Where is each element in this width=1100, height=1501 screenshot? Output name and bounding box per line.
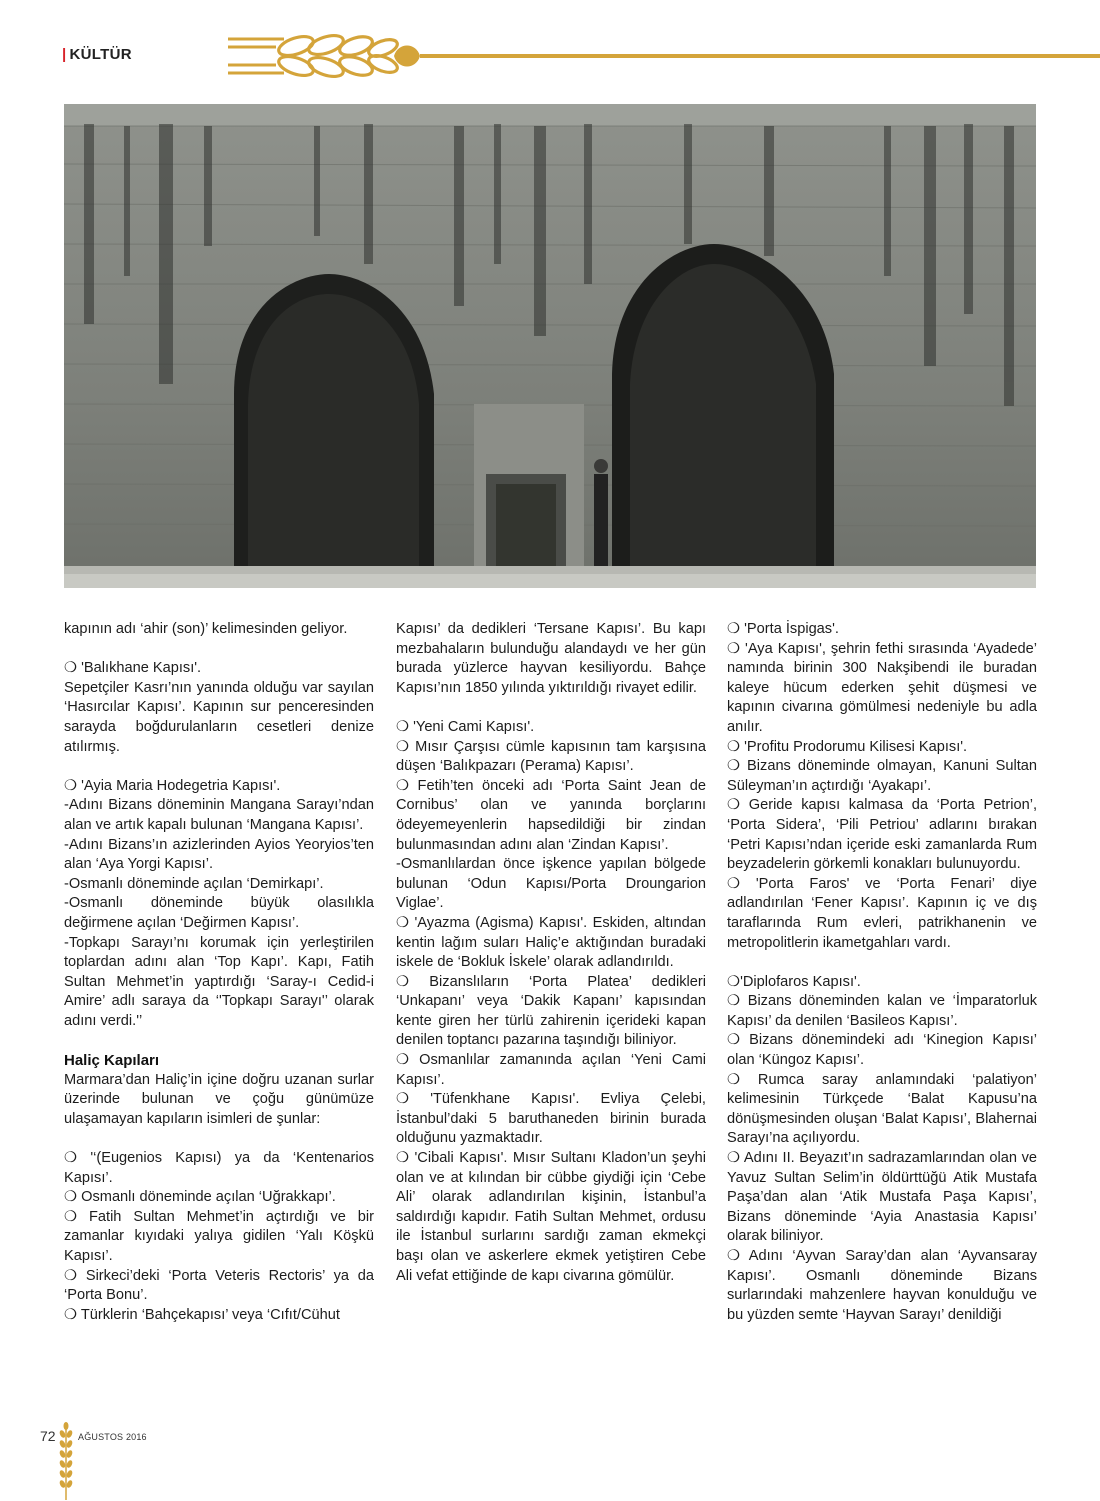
- paragraph: ❍ Fatih Sultan Mehmet’in açtırdığı ve bir zamanlar kıyıdaki yalıya gidilen ‘Yalı Köşkü Kapısı’.: [64, 1208, 374, 1264]
- section-tag-bar: |: [62, 46, 67, 63]
- paragraph: ❍ 'Ayia Maria Hodegetria Kapısı'.: [64, 777, 281, 794]
- paragraph: ❍ Mısır Çarşısı cümle kapısının tam karşısına düşen ‘Balıkpazarı (Perama) Kapısı’.: [396, 738, 706, 775]
- paragraph: ❍ Bizans dönemindeki adı ‘Kinegion Kapısı’ olan ‘Küngoz Kapısı’.: [727, 1032, 1037, 1069]
- paragraph: ❍ 'Porta İspigas'.: [727, 621, 839, 637]
- paragraph: ❍ Sirkeci’deki ‘Porta Veteris Rectoris’ ya da ‘Porta Bonu’.: [64, 1267, 374, 1304]
- paragraph: -Osmanlı döneminde büyük olasılıkla değirmene açılan ‘Değirmen Kapısı’.: [64, 895, 374, 931]
- paragraph: ❍ 'Cibali Kapısı'. Mısır Sultanı Kladon’un şeyhi olan ve at kılından bir cübbe giydiği için ‘Cebe Ali’ olarak adlandırılan kişinin, İstanbul’a saldırdığı kapıdır. Fatih Sultan Mehmet, ordusu ile İstanbul surlarını sardığı zaman ekmekçi başı olan ve askerlere ekmek yetiştiren Cebe Ali vefat ettiğinde de kapı civarına gömülür.: [396, 1150, 706, 1284]
- page-footer: [40, 1428, 147, 1444]
- paragraph: ❍ 'Profitu Prodorumu Kilisesi Kapısı'.: [727, 738, 968, 755]
- paragraph: ❍ Adını ‘Ayvan Saray’dan alan ‘Ayvansaray Kapısı’. Osmanlı döneminde Bizans surlarındaki mahzenlere hayvan konulduğu ve bu yüzden semte ‘Hayvan Sarayı’ denildiği: [727, 1248, 1037, 1323]
- paragraph: ❍ Adını II. Beyazıt’ın sadrazamlarından olan ve Yavuz Sultan Selim’in öldürttüğü Atik Mustafa Paşa’dan alan ‘Atik Mustafa Paşa Kapısı’, Bizans döneminde ‘Ayia Anastasia Kapısı’ olarak biliniyor.: [727, 1150, 1037, 1245]
- paragraph: -Adını Bizans’ın azizlerinden Ayios Yeoryios’ten alan ‘Aya Yorgi Kapısı’.: [64, 836, 374, 873]
- paragraph: ❍ Türklerin ‘Bahçekapısı’ veya ‘Cıfıt/Cühut: [64, 1306, 340, 1323]
- stone-wall-arches-photo: [64, 104, 1036, 588]
- paragraph: ❍ 'Balıkhane Kapısı'.: [64, 660, 202, 677]
- paragraph: ❍ 'Porta Faros' ve ‘Porta Fenari’ diye adlandırılan ‘Fener Kapısı’. Kapının iç ve dış taraflarında Rum evleri, patrikhanenin ve metropolitlerin ikametgahları vardı.: [727, 875, 1037, 951]
- wheat-stalk-icon: [58, 1420, 74, 1500]
- photo-illustration: [64, 104, 1036, 588]
- paragraph: kapının adı ‘ahir (son)’ kelimesinden geliyor.: [64, 621, 348, 637]
- paragraph: ❍ Bizanslıların ‘Porta Platea’ dedikleri ‘Unkapanı’ veya ‘Dakik Kapanı’ kapısından kente giren her türlü zahirenin içerideki kapan denilen toptancı pazarına taşındığı biliniyor.: [396, 973, 706, 1049]
- section-heading: Haliç Kapıları: [64, 1052, 160, 1070]
- section-label: KÜLTÜR: [69, 46, 132, 63]
- paragraph: Kapısı’ da dedikleri ‘Tersane Kapısı’. Bu kapı mezbahaların bulunduğu alandaydı ve her gün burada yüzlerce hayvan kesiliyordu. Bahçe Kapısı’nın 1850 yılında yıktırıldığı rivayet edilir.: [396, 621, 706, 696]
- text-column-3: [727, 620, 1037, 1325]
- paragraph: ❍ Geride kapısı kalmasa da ‘Porta Petrion’, ‘Porta Sidera’, ‘Pili Petriou’ adlarını bırakan ‘Petri Kapısı’ndan içeride eski zamanlarda Rum beyzadelerin görkemli konakları bulunuyordu.: [727, 797, 1037, 873]
- page-header: [0, 0, 1100, 90]
- paragraph: ❍ Bizans döneminde olmayan, Kanuni Sultan Süleyman’ın açtırdığı ‘Ayakapı’.: [727, 758, 1037, 794]
- text-column-1: [64, 620, 374, 1325]
- section-tag: [62, 46, 132, 63]
- wheat-ear-icon: [226, 32, 1100, 82]
- paragraph: Marmara’dan Haliç’in içine doğru uzanan surlar üzerinde bulunan ve çoğu günümüze ulaşamayan kapıların isimleri de şunlar:: [64, 1071, 374, 1127]
- page-number: 72: [40, 1428, 56, 1444]
- paragraph: ❍ Osmanlı döneminde açılan ‘Uğrakkapı’.: [64, 1189, 336, 1206]
- paragraph: -Osmanlılardan önce işkence yapılan bölgede bulunan ‘Odun Kapısı/Porta Droungarion Viglae’.: [396, 856, 706, 912]
- paragraph: ❍'Diplofaros Kapısı'.: [727, 973, 861, 990]
- issue-date: AĞUSTOS 2016: [78, 1432, 147, 1442]
- paragraph: -Topkapı Sarayı’nı korumak için yerleştirilen toplardan adını alan ‘Top Kapı’. Kapı, Fatih Sultan Mehmet’in yaptırdığı ‘Saray-ı Cedid-i Amire’ adlı saraya da ‘'Topkapı Sarayı'’ olarak adını verdi.'’: [64, 934, 374, 1029]
- paragraph: -Osmanlı döneminde açılan ‘Demirkapı’.: [64, 875, 324, 892]
- paragraph: ❍ 'Yeni Cami Kapısı'.: [396, 718, 535, 735]
- paragraph: ❍ Fetih’ten önceki adı ‘Porta Saint Jean de Cornibus’ olan ve yanında borçlarını ödeyemeyenlerin hapsedildiği bir zindan bulunmasından adını alan ‘Zindan Kapısı’.: [396, 777, 706, 853]
- paragraph: ❍ 'Aya Kapısı', şehrin fethi sırasında ‘Ayadede’ namında birinin 300 Nakşibendi ile buradan kaleye hücum ederken şehit düşmesi ve kapının civarına gömülmesi nedeniyle bu adla anılır.: [727, 640, 1037, 735]
- text-column-2: [396, 620, 706, 1286]
- paragraph: Sepetçiler Kasrı’nın yanında olduğu var sayılan ‘Hasırcılar Kapısı’. Kapının sur penceresinden sarayda boğdurulanların cesetleri denize atılırmış.: [64, 679, 374, 755]
- paragraph: ❍ Rumca saray anlamındaki ‘palatiyon’ kelimesinin Türkçede ‘Balat Kapusu’na dönüşmesinden oluşan ‘Balat Kapısı’, Blahernai Sarayı’na açılıyordu.: [727, 1071, 1037, 1147]
- paragraph: ❍ Osmanlılar zamanında açılan ‘Yeni Cami Kapısı’.: [396, 1052, 706, 1088]
- paragraph: ❍ 'Tüfenkhane Kapısı'. Evliya Çelebi, İstanbul’daki 5 baruthaneden birinin burada olduğunu yazmaktadır.: [396, 1091, 706, 1147]
- paragraph: ❍ Bizans döneminden kalan ve ‘İmparatorluk Kapısı’ da denilen ‘Basileos Kapısı’.: [727, 993, 1037, 1029]
- paragraph: -Adını Bizans döneminin Mangana Sarayı’ndan alan ve artık kapalı bulunan ‘Mangana Kapısı’.: [64, 797, 374, 833]
- paragraph: ❍ 'Ayazma (Agisma) Kapısı'. Eskiden, altından kentin lağım suları Haliç’e aktığından buradaki iskele de ‘Bokluk İskele’ olarak adlandırıldı.: [396, 914, 706, 971]
- paragraph: ❍ '‘(Eugenios Kapısı) ya da ‘Kentenarios Kapısı’.: [64, 1150, 374, 1186]
